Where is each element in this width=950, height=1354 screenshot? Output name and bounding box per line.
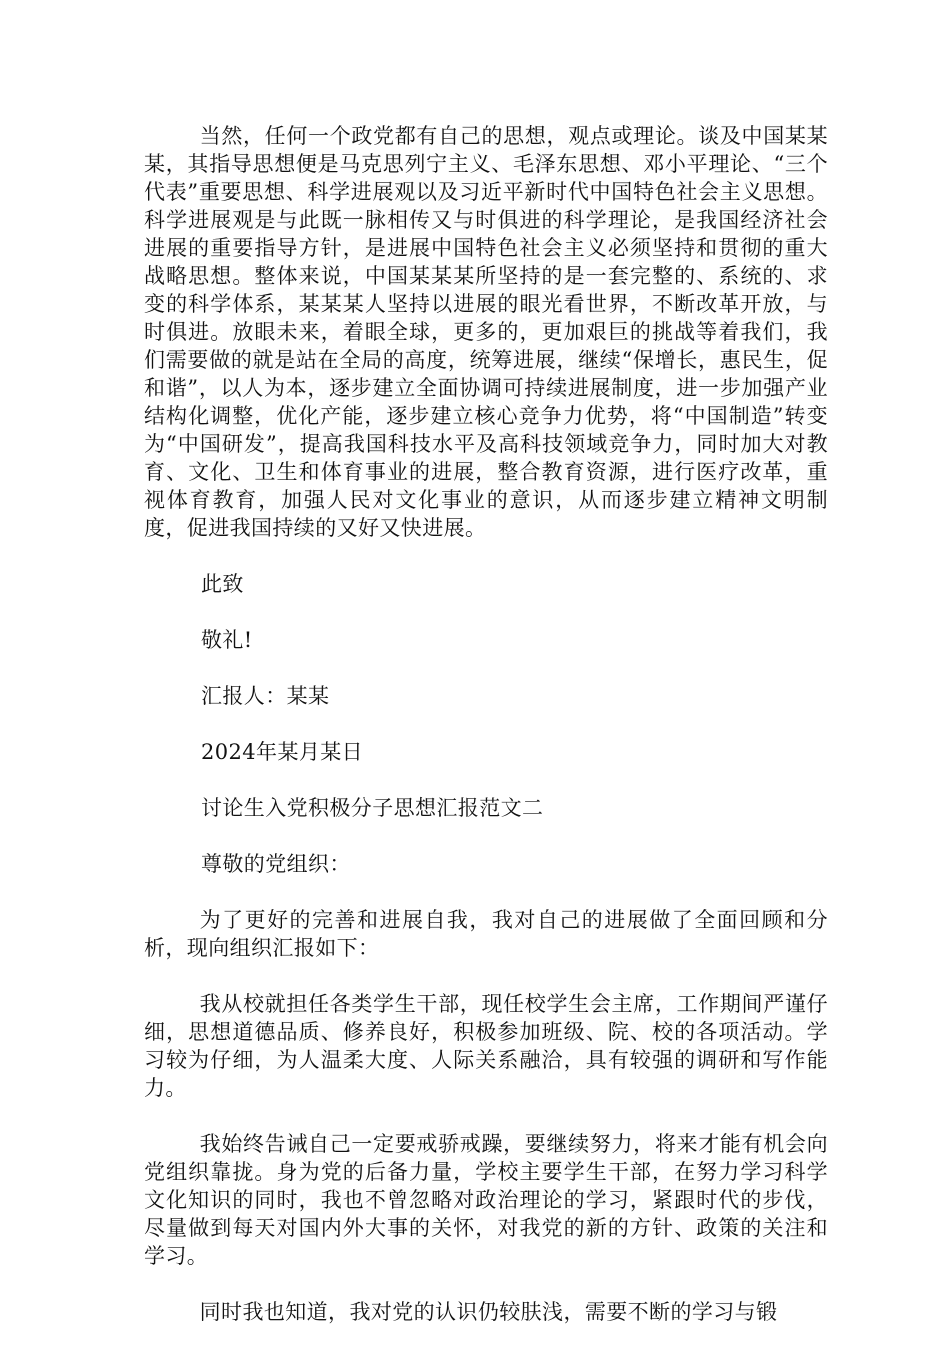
reporter-line: 汇报人：某某 (201, 684, 330, 708)
sample-title: 讨论生入党积极分子思想汇报范文二 (201, 796, 544, 820)
closing-ci-zhi: 此致 (201, 572, 244, 596)
body-paragraph-1: 当然，任何一个政党都有自己的思想，观点或理论。谈及中国某某某，其指导思想便是马克思列宁主义、毛泽东思想、邓小平理论、“三个代表”重要思想、科学进展观以及习近平新时代中国特色社会主义思想。科学进展观是与此既一脉相传又与时俱进的科学理论，是我国经济社会进展的重要指导方针，是进展中国特色社会主义必须坚持和贯彻的重大战略思想。整体来说，中国某某某所坚持的是一套完整的、系统的、求变的科学体系，某某某人坚持以进展的眼光看世界，不断改革开放，与时俱进。放眼未来，着眼全球，更多的，更加艰巨的挑战等着我们，我们需要做的就是站在全局的高度，统筹进展，继续“保增长，惠民生，促和谐”，以人为本，逐步建立全面协调可持续进展制度，进一步加强产业结构化调整，优化产能，逐步建立核心竞争力优势，将“中国制造”转变为“中国研发”，提高我国科技水平及高科技领域竞争力，同时加大对教育、文化、卫生和体育事业的进展，整合教育资源，进行医疗改革，重视体育教育，加强人民对文化事业的意识，从而逐步建立精神文明制度，促进我国持续的又好又快进展。 (144, 124, 828, 540)
body-paragraph-4: 我始终告诫自己一定要戒骄戒躁，要继续努力，将来才能有机会向党组织靠拢。身为党的后备力量，学校主要学生干部，在努力学习科学文化知识的同时，我也不曾忽略对政治理论的学习，紧跟时代的步伐，尽量做到每天对国内外大事的关怀，对我党的新的方针、政策的关注和学习。 (144, 1132, 828, 1268)
body-paragraph-5: 同时我也知道，我对党的认识仍较肤浅，需要不断的学习与锻 (199, 1300, 778, 1324)
closing-jing-li: 敬礼! (201, 628, 253, 652)
date-line: 2024年某月某日 (201, 740, 364, 764)
body-paragraph-3: 我从校就担任各类学生干部，现任校学生会主席，工作期间严谨仔细，思想道德品质、修养良好，积极参加班级、院、校的各项活动。学习较为仔细，为人温柔大度、人际关系融洽，具有较强的调研和写作能力。 (144, 992, 828, 1100)
salutation: 尊敬的党组织： (201, 852, 351, 876)
body-paragraph-2: 为了更好的完善和进展自我，我对自己的进展做了全面回顾和分析，现向组织汇报如下： (144, 908, 828, 960)
document-page (144, 122, 828, 1354)
